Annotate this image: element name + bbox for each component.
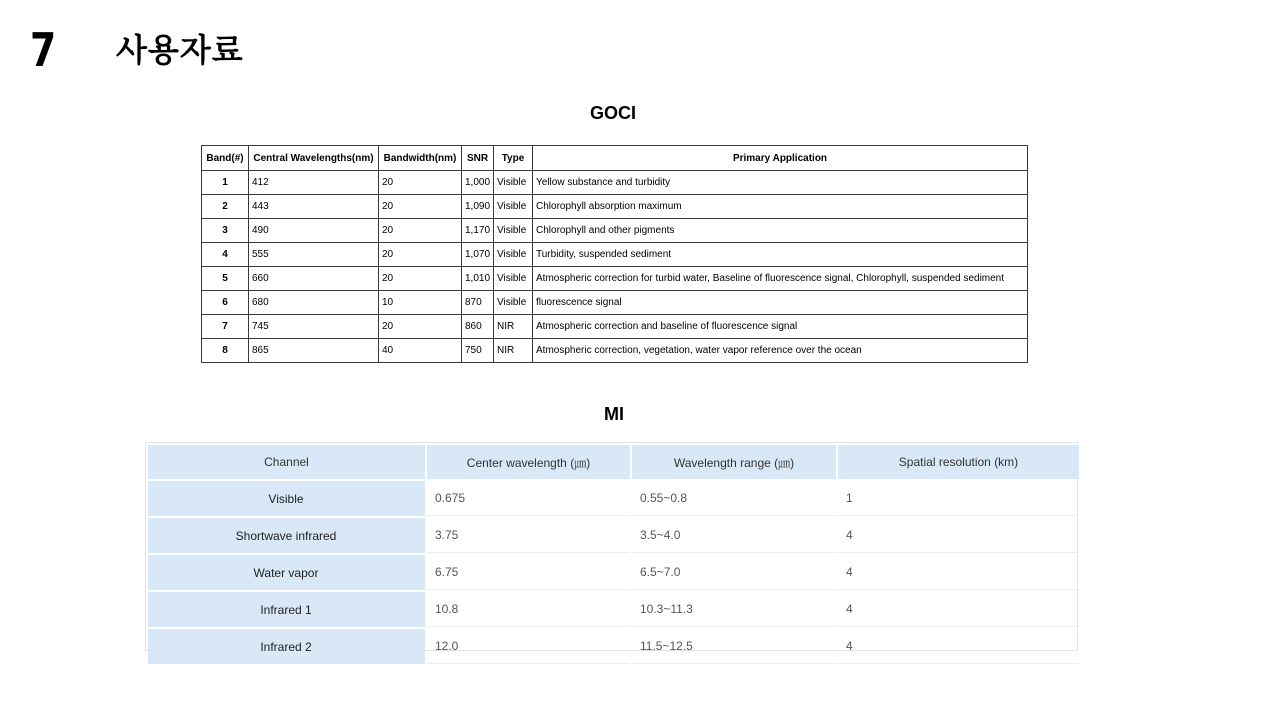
mi-cell-wavelength-range: 11.5~12.5	[632, 629, 836, 664]
table-row	[148, 555, 1079, 590]
goci-cell-bandwidth: 40	[379, 339, 462, 363]
table-row	[202, 171, 1028, 195]
goci-cell-band: 6	[202, 291, 249, 315]
mi-cell-wavelength-range: 0.55~0.8	[632, 481, 836, 516]
goci-cell-type: Visible	[494, 291, 533, 315]
goci-cell-wavelength: 412	[249, 171, 379, 195]
goci-cell-application: Chlorophyll absorption maximum	[533, 195, 1028, 219]
table-row	[202, 267, 1028, 291]
goci-cell-wavelength: 555	[249, 243, 379, 267]
goci-cell-wavelength: 865	[249, 339, 379, 363]
goci-header-type: Type	[494, 146, 533, 171]
goci-header-band: Band(#)	[202, 146, 249, 171]
goci-cell-band: 2	[202, 195, 249, 219]
goci-cell-snr: 1,010	[462, 267, 494, 291]
mi-cell-center-wavelength: 10.8	[427, 592, 630, 627]
mi-header-row	[148, 445, 1079, 479]
mi-table-title: MI	[604, 404, 624, 424]
table-row	[148, 518, 1079, 553]
goci-cell-band: 4	[202, 243, 249, 267]
goci-cell-application: Turbidity, suspended sediment	[533, 243, 1028, 267]
mi-cell-channel: Visible	[148, 481, 425, 516]
goci-cell-snr: 860	[462, 315, 494, 339]
table-row	[202, 291, 1028, 315]
table-row	[148, 481, 1079, 516]
mi-header-spatial-resolution: Spatial resolution (km)	[838, 445, 1079, 479]
goci-cell-bandwidth: 20	[379, 267, 462, 291]
goci-cell-type: Visible	[494, 195, 533, 219]
goci-header-central-wavelength: Central Wavelengths(nm)	[249, 146, 379, 171]
table-row	[202, 243, 1028, 267]
mi-table-container	[145, 442, 1078, 654]
goci-cell-band: 1	[202, 171, 249, 195]
goci-cell-snr: 750	[462, 339, 494, 363]
goci-cell-snr: 1,090	[462, 195, 494, 219]
goci-cell-bandwidth: 10	[379, 291, 462, 315]
mi-cell-spatial-resolution: 4	[838, 592, 1079, 627]
goci-cell-application: Atmospheric correction, vegetation, water vapor reference over the ocean	[533, 339, 1028, 363]
mi-header-wavelength-range: Wavelength range (㎛)	[632, 445, 836, 479]
goci-cell-application: Chlorophyll and other pigments	[533, 219, 1028, 243]
mi-cell-center-wavelength: 12.0	[427, 629, 630, 664]
mi-cell-spatial-resolution: 1	[838, 481, 1079, 516]
table-row	[202, 339, 1028, 363]
mi-cell-wavelength-range: 6.5~7.0	[632, 555, 836, 590]
goci-table-title: GOCI	[589, 103, 636, 123]
slide-number: 7	[30, 23, 57, 77]
goci-cell-application: fluorescence signal	[533, 291, 1028, 315]
table-row	[202, 219, 1028, 243]
goci-cell-application: Yellow substance and turbidity	[533, 171, 1028, 195]
goci-cell-wavelength: 443	[249, 195, 379, 219]
mi-cell-center-wavelength: 0.675	[427, 481, 630, 516]
mi-cell-wavelength-range: 10.3~11.3	[632, 592, 836, 627]
table-row	[148, 592, 1079, 627]
mi-header-channel: Channel	[148, 445, 425, 479]
mi-cell-channel: Infrared 1	[148, 592, 425, 627]
goci-cell-band: 8	[202, 339, 249, 363]
goci-cell-snr: 1,070	[462, 243, 494, 267]
mi-header-center-wavelength: Center wavelength (㎛)	[427, 445, 630, 479]
goci-cell-band: 7	[202, 315, 249, 339]
goci-cell-wavelength: 490	[249, 219, 379, 243]
goci-header-primary-application: Primary Application	[533, 146, 1028, 171]
goci-cell-type: Visible	[494, 243, 533, 267]
goci-cell-bandwidth: 20	[379, 315, 462, 339]
goci-cell-type: NIR	[494, 339, 533, 363]
goci-cell-bandwidth: 20	[379, 219, 462, 243]
goci-cell-bandwidth: 20	[379, 195, 462, 219]
goci-cell-snr: 1,000	[462, 171, 494, 195]
mi-cell-channel: Infrared 2	[148, 629, 425, 664]
mi-channel-table	[146, 443, 1081, 666]
goci-cell-band: 5	[202, 267, 249, 291]
mi-cell-center-wavelength: 3.75	[427, 518, 630, 553]
table-row	[202, 315, 1028, 339]
goci-cell-wavelength: 745	[249, 315, 379, 339]
goci-cell-bandwidth: 20	[379, 171, 462, 195]
goci-header-snr: SNR	[462, 146, 494, 171]
goci-band-table	[201, 145, 1028, 363]
goci-cell-type: Visible	[494, 267, 533, 291]
mi-cell-spatial-resolution: 4	[838, 629, 1079, 664]
goci-cell-snr: 870	[462, 291, 494, 315]
table-row	[148, 629, 1079, 664]
goci-cell-type: Visible	[494, 171, 533, 195]
goci-cell-application: Atmospheric correction for turbid water, Baseline of fluorescence signal, Chlorophyll, suspended sediment	[533, 267, 1028, 291]
goci-cell-type: Visible	[494, 219, 533, 243]
goci-cell-application: Atmospheric correction and baseline of fluorescence signal	[533, 315, 1028, 339]
slide-title: 사용자료	[116, 31, 244, 69]
mi-cell-wavelength-range: 3.5~4.0	[632, 518, 836, 553]
goci-cell-type: NIR	[494, 315, 533, 339]
goci-header-row	[202, 146, 1028, 171]
mi-cell-channel: Water vapor	[148, 555, 425, 590]
mi-cell-channel: Shortwave infrared	[148, 518, 425, 553]
mi-cell-center-wavelength: 6.75	[427, 555, 630, 590]
goci-cell-wavelength: 680	[249, 291, 379, 315]
goci-cell-wavelength: 660	[249, 267, 379, 291]
table-row	[202, 195, 1028, 219]
mi-cell-spatial-resolution: 4	[838, 518, 1079, 553]
goci-header-bandwidth: Bandwidth(nm)	[379, 146, 462, 171]
goci-cell-snr: 1,170	[462, 219, 494, 243]
goci-cell-bandwidth: 20	[379, 243, 462, 267]
goci-cell-band: 3	[202, 219, 249, 243]
mi-cell-spatial-resolution: 4	[838, 555, 1079, 590]
